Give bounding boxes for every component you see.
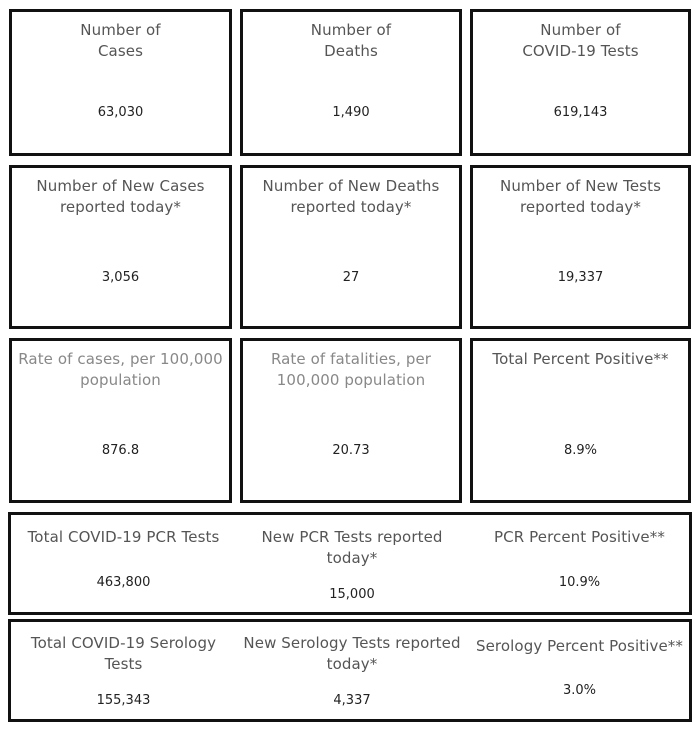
card-value: 63,030: [97, 105, 144, 120]
card-value: 876.8: [101, 443, 140, 458]
card-number-of-tests: [470, 9, 691, 156]
card-label: New Serology Tests reported today*: [243, 634, 461, 673]
card-label: Total COVID-19 PCR Tests: [27, 528, 220, 546]
card-label: Number of COVID-19 Tests: [522, 21, 639, 60]
card-total-percent-positive: [470, 338, 691, 503]
card-label: Number of New Tests reported today*: [500, 177, 661, 216]
card-label: Rate of fatalities, per 100,000 population: [270, 350, 432, 389]
card-number-of-cases: [9, 9, 232, 156]
card-value: 463,800: [96, 575, 151, 590]
card-number-of-deaths: [240, 9, 462, 156]
card-value: 8.9%: [563, 443, 598, 458]
serology-new-cell: [241, 622, 463, 719]
card-value: 619,143: [553, 105, 608, 120]
card-label: Total COVID-19 Serology Tests: [30, 634, 217, 673]
card-rate-of-fatalities: [240, 338, 462, 503]
card-value: 19,337: [557, 270, 604, 285]
card-label: Number of Deaths: [310, 21, 392, 60]
serology-tests-band: [8, 619, 692, 722]
card-label: Rate of cases, per 100,000 population: [18, 350, 223, 389]
serology-total-cell: [11, 622, 236, 719]
card-label: PCR Percent Positive**: [494, 528, 665, 546]
card-value: 20.73: [332, 443, 370, 458]
pcr-total-cell: [11, 515, 236, 612]
card-value: 3.0%: [562, 683, 597, 698]
card-label: Number of New Cases reported today*: [36, 177, 205, 216]
card-label: Serology Percent Positive**: [475, 637, 683, 655]
card-new-tests-today: [470, 165, 691, 329]
card-value: 15,000: [329, 587, 375, 602]
pcr-percent-cell: [469, 515, 690, 612]
card-new-cases-today: [9, 165, 232, 329]
card-label: Number of New Deaths reported today*: [262, 177, 440, 216]
card-value: 27: [342, 270, 360, 285]
serology-percent-cell: [469, 622, 690, 719]
card-label: Number of Cases: [80, 21, 161, 60]
card-value: 3,056: [101, 270, 140, 285]
card-value: 155,343: [96, 693, 151, 708]
card-rate-of-cases: [9, 338, 232, 503]
card-value: 10.9%: [558, 575, 601, 590]
pcr-tests-band: [8, 512, 692, 615]
card-value: 1,490: [332, 105, 370, 120]
card-label: New PCR Tests reported today*: [261, 528, 443, 567]
card-new-deaths-today: [240, 165, 462, 329]
card-label: Total Percent Positive**: [492, 350, 669, 368]
card-value: 4,337: [333, 693, 371, 708]
pcr-new-cell: [241, 515, 463, 612]
